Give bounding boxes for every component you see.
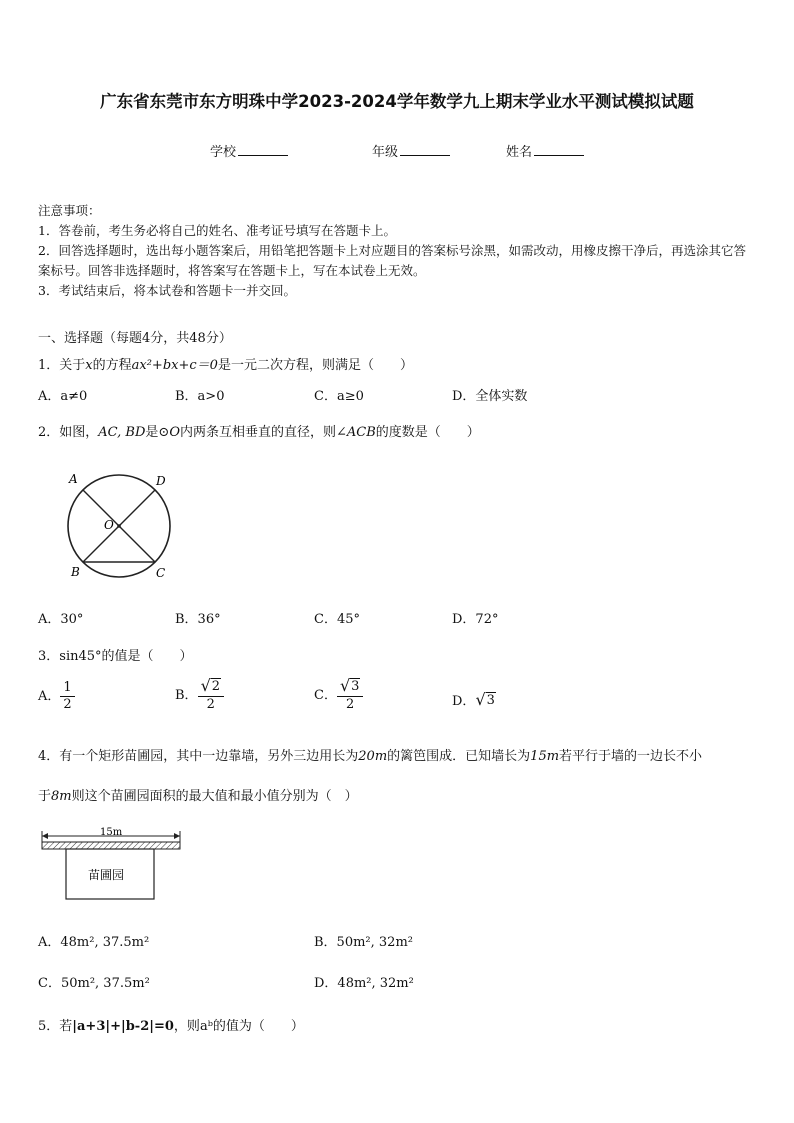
q2-option-a: A．30° — [38, 612, 84, 627]
grade-field — [372, 141, 450, 160]
q1-option-d: D．全体实数 — [452, 389, 528, 404]
notice-item-1: 1．答卷前，考生务必将自己的姓名、准考证号填写在答题卡上。 — [38, 223, 396, 238]
fraction — [337, 678, 363, 713]
q3-option-c — [314, 678, 363, 713]
question-3: 3．sin45°的值是（ ） — [38, 649, 193, 664]
q1-option-a: A．a≠0 — [38, 389, 88, 404]
radicand: 3 — [351, 679, 360, 694]
name-blank — [534, 143, 584, 156]
question-4-line-2 — [38, 785, 358, 804]
notice-item-2: 2．回答选择题时，选出每小题答案后，用铅笔把答题卡上对应题目的答案标号涂黑，如需改动，用橡皮擦干净后，再选涂其它答案标号。回答非选择题时，将答案写在答题卡上，写在本试卷上无效。 — [38, 243, 746, 278]
q1-option-c: C．a≥0 — [314, 389, 364, 404]
q1-suffix: 是一元二次方程，则满足（ ） — [217, 358, 413, 373]
q2-prefix: 2．如图， — [38, 425, 99, 440]
q1-mid: 的方程 — [92, 358, 132, 373]
q1-option-b: B．a>0 — [175, 389, 225, 404]
q3-d-label: D． — [452, 694, 476, 709]
page-title: 广东省东莞市东方明珠中学2023-2024学年数学九上期末学业水平测试模拟试题 — [100, 92, 694, 111]
label-d: D — [156, 474, 166, 488]
q2-angle: ACB — [346, 425, 376, 440]
q1-var: x — [85, 358, 93, 373]
q2-option-c: C．45° — [314, 612, 360, 627]
q4-text-a: 4．有一个矩形苗圃园，其中一边靠墙，另外三边用长为 — [38, 749, 359, 764]
q4-text-c: 若平行于墙的一边长不小 — [559, 749, 703, 764]
garden-diagram — [36, 826, 186, 906]
q1-prefix: 1．关于 — [38, 358, 86, 373]
garden-label: 苗圃园 — [88, 868, 125, 882]
school-field — [210, 141, 288, 160]
q5-suffix: 的值为（ ） — [212, 1019, 304, 1034]
q5-power: aᵇ — [199, 1019, 213, 1034]
question-4-line-1 — [38, 745, 702, 764]
q2-suffix: 的度数是（ ） — [375, 425, 480, 440]
label-b: B — [71, 565, 80, 579]
q5-expression: |a+3|+|b-2|=0 — [72, 1019, 174, 1034]
wall-length-label: 15m — [100, 827, 123, 838]
wall-hatch — [42, 842, 180, 849]
notice-heading: 注意事项： — [38, 203, 101, 218]
circle-diagram — [55, 465, 185, 585]
q2-option-d: D．72° — [452, 612, 499, 627]
school-blank — [238, 143, 288, 156]
q3-option-a — [38, 680, 75, 713]
name-label: 姓名 — [506, 145, 533, 160]
section-heading: 一、选择题（每题4分，共48分） — [38, 331, 232, 346]
denominator: 2 — [346, 697, 355, 712]
school-label: 学校 — [210, 145, 237, 160]
q3-a-label: A． — [38, 689, 61, 704]
q4-wall-length: 15m — [530, 749, 560, 764]
q2-circle: O — [169, 425, 180, 440]
label-a: A — [69, 472, 78, 486]
q4-text-b: 的篱笆围成．已知墙长为 — [387, 749, 531, 764]
q2-option-b: B．36° — [175, 612, 221, 627]
q3-b-label: B． — [175, 688, 198, 703]
q2-segments: AC, BD — [98, 425, 146, 440]
q3-option-d: D． √ 3 — [452, 690, 495, 709]
q5-mid: ，则 — [173, 1019, 200, 1034]
notice-block — [38, 201, 758, 301]
name-field — [506, 141, 584, 160]
radicand: 3 — [486, 693, 495, 708]
q4-text-e: 则这个苗圃园面积的最大值和最小值分别为（ ） — [71, 789, 358, 804]
q4-option-a: A．48m², 37.5m² — [38, 935, 150, 950]
center-dot — [117, 524, 121, 528]
grade-label: 年级 — [372, 145, 399, 160]
numerator: √ 3 — [337, 678, 363, 697]
q3-c-label: C． — [314, 688, 337, 703]
denominator: 2 — [206, 697, 215, 712]
q1-equation: ax²+bx+c＝0 — [131, 358, 218, 373]
grade-blank — [400, 143, 450, 156]
q2-mid2: 内两条互相垂直的直径，则∠ — [179, 425, 347, 440]
q4-option-c: C．50m², 37.5m² — [38, 976, 150, 991]
q4-option-b: B．50m², 32m² — [314, 935, 413, 950]
q3-option-b — [175, 678, 224, 713]
q4-text-d: 于 — [38, 789, 52, 804]
question-1 — [38, 354, 413, 373]
label-c: C — [156, 566, 166, 580]
arrow-right-icon — [174, 833, 180, 839]
q4-option-d: D．48m², 32m² — [314, 976, 414, 991]
q4-fence-length: 20m — [358, 749, 388, 764]
q2-mid: 是⊙ — [145, 425, 170, 440]
denominator: 2 — [63, 697, 72, 712]
notice-item-3: 3．考试结束后，将本试卷和答题卡一并交回。 — [38, 283, 296, 298]
question-5 — [38, 1015, 304, 1034]
question-2 — [38, 421, 480, 440]
fraction — [60, 680, 74, 713]
q5-prefix: 5．若 — [38, 1019, 73, 1034]
radicand: 2 — [211, 679, 221, 694]
fraction — [198, 678, 224, 713]
arrow-left-icon — [42, 833, 48, 839]
numerator: √ 2 — [198, 678, 224, 697]
label-o: O — [104, 518, 114, 532]
numerator: 1 — [60, 680, 74, 697]
q4-min-length: 8m — [51, 789, 72, 804]
